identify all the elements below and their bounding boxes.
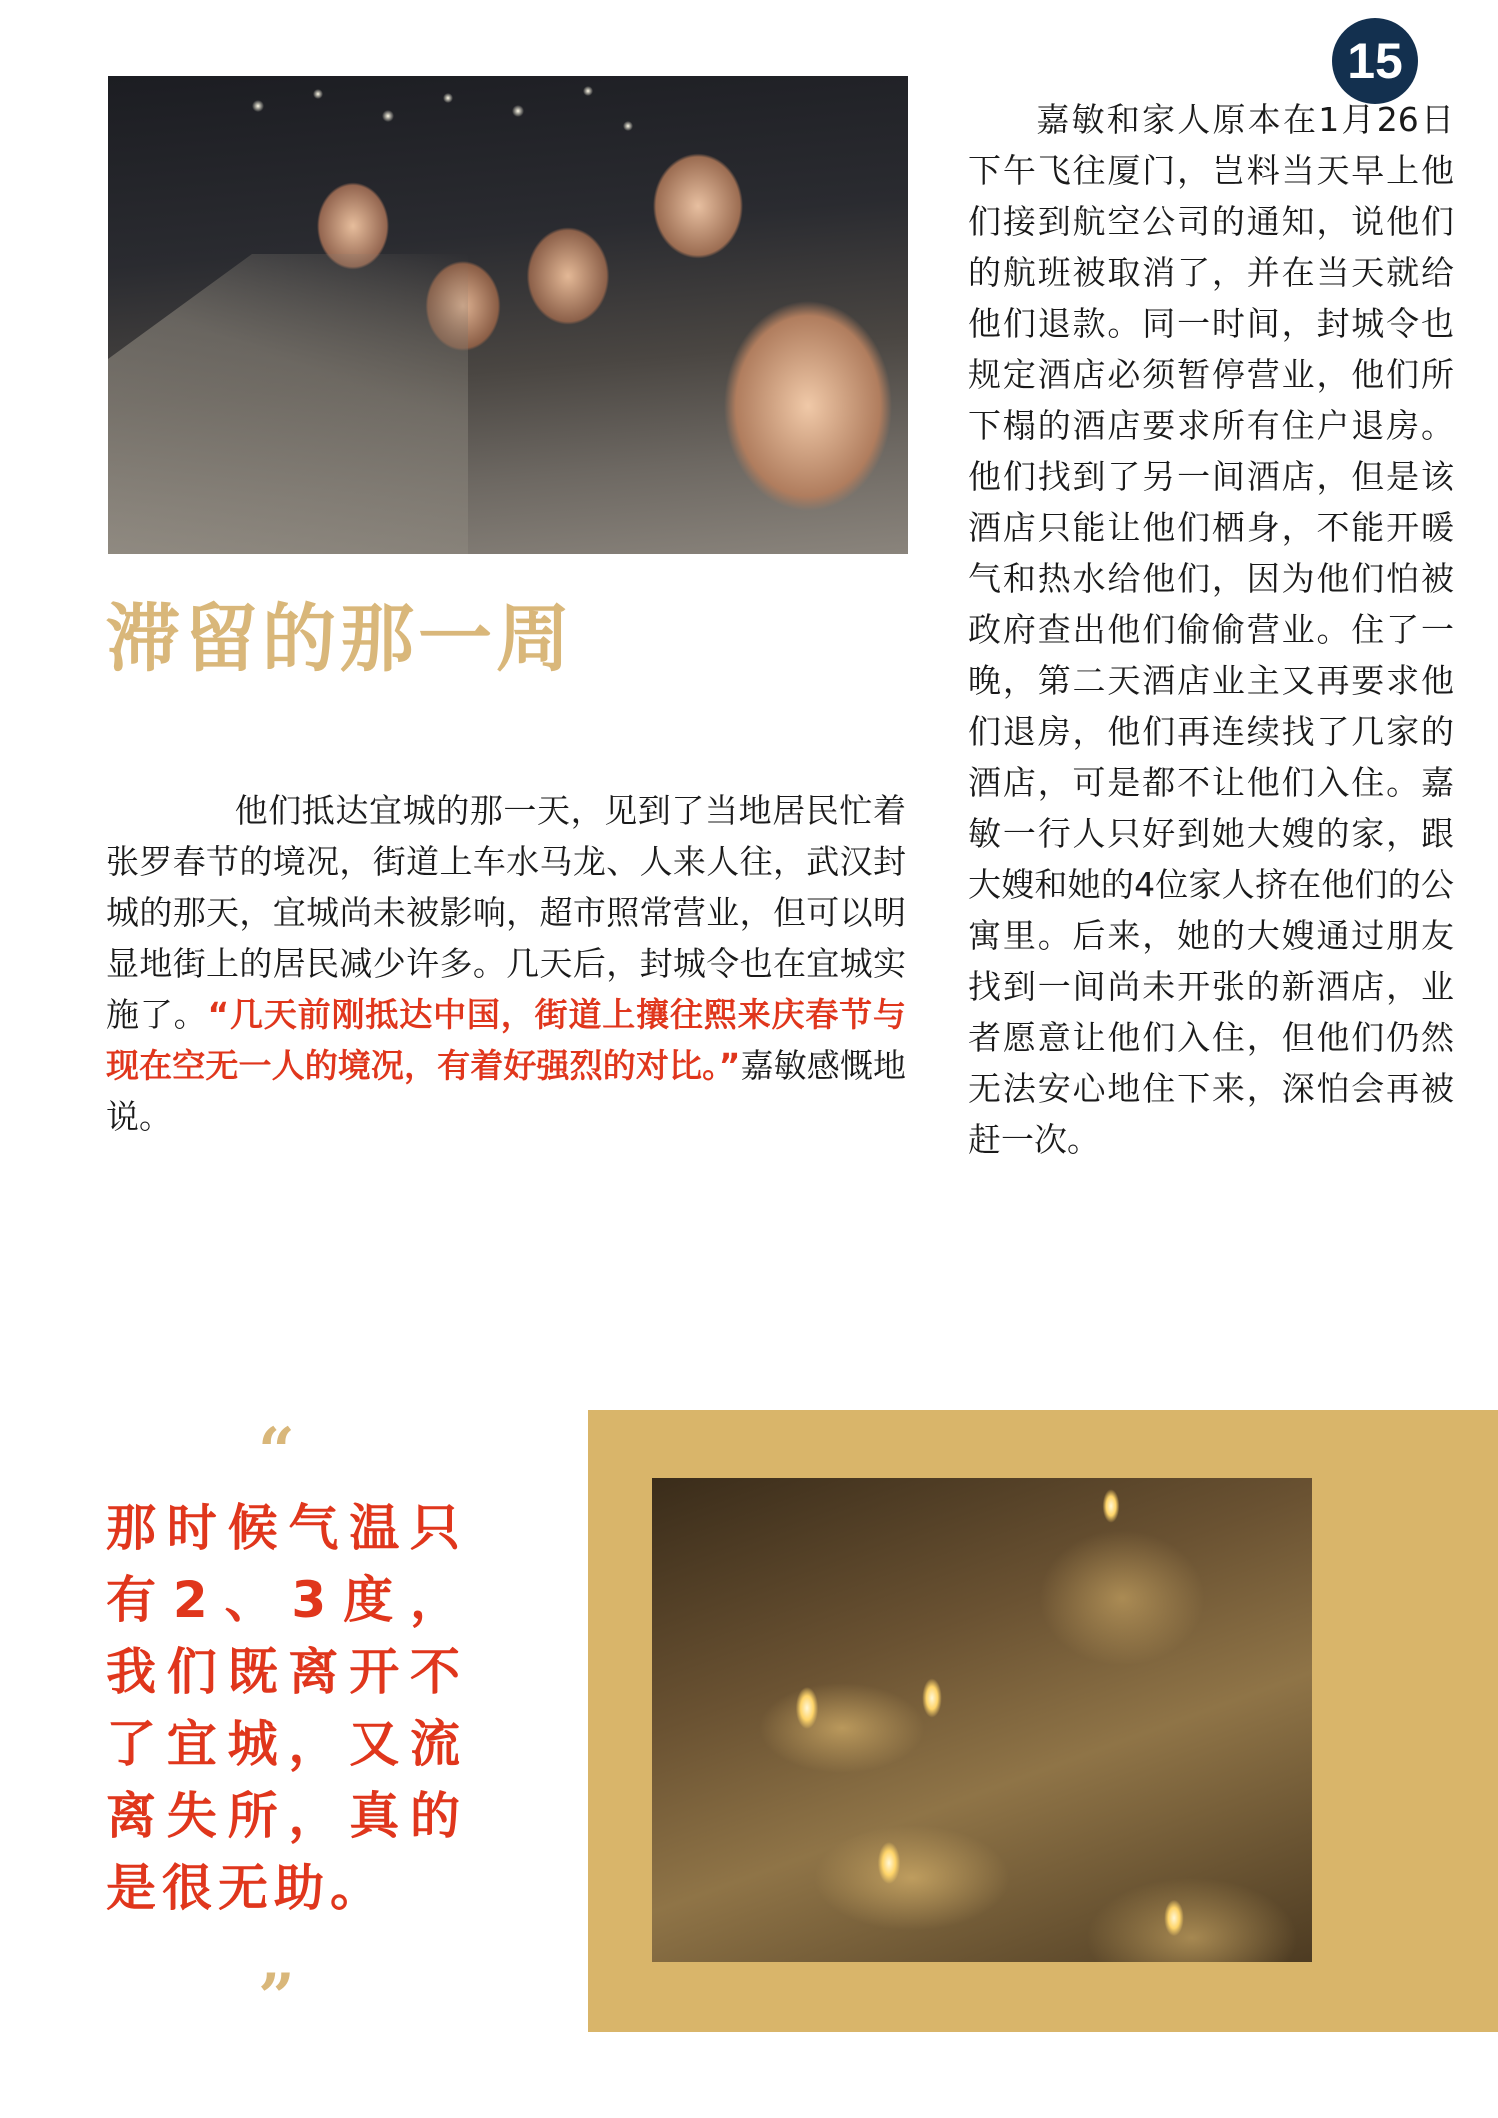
body-paragraph xyxy=(106,785,906,1142)
body-text: 他们抵达宜城的那一天，见到了当地居民忙着张罗春节的境况，街道上车水马龙、人来人往，武汉封城的那天，宜城尚未被影响，超市照常营业，但可以明显地街上的居民减少许多。几天后，封城令也在宜城实施了。 xyxy=(106,791,906,1034)
open-quote-icon: “ xyxy=(258,1414,295,1489)
street-lights-decoration xyxy=(228,76,648,196)
pull-quote: 那时候气温只有2、3度，我们既离开不了宜城，又流离失所，真的是很无助。 xyxy=(106,1499,466,1917)
right-column-text: 嘉敏和家人原本在1月26日下午飞往厦门，岂料当天早上他们接到航空公司的通知，说他们的航班被取消了，并在当天就给他们退款。同一时间，封城令也规定酒店必须暂停营业，他们所下榻的酒店要求所有住户退房。他们找到了另一间酒店，但是该酒店只能让他们栖身，不能开暖气和热水给他们，因为他们怕被政府查出他们偷偷营业。住了一晚，第二天酒店业主又再要求他们退房，他们再连续找了几家的酒店，可是都不让他们入住。嘉敏一行人只好到她大嫂的家，跟大嫂和她的4位家人挤在他们的公寓里。后来，她的大嫂通过朋友找到一间尚未开张的新酒店，业者愿意让他们入住，但他们仍然无法安心地住下来，深怕会再被赶一次。 xyxy=(968,100,1454,1159)
group-selfie-photo xyxy=(108,76,908,554)
section-heading: 滞留的那一周 xyxy=(106,596,574,682)
candles-photo xyxy=(652,1478,1312,1962)
page-number-badge: 15 xyxy=(1332,18,1418,104)
sidewalk-decoration xyxy=(108,254,468,554)
right-column-paragraph xyxy=(968,94,1454,1165)
close-quote-icon: ” xyxy=(258,1960,295,2035)
quote-attribution: 嘉敏感慨地说。 xyxy=(106,1046,906,1136)
highlight-quote: “几天前刚抵达中国，街道上攘往熙来庆春节与现在空无一人的境况，有着好强烈的对比。” xyxy=(106,995,906,1085)
